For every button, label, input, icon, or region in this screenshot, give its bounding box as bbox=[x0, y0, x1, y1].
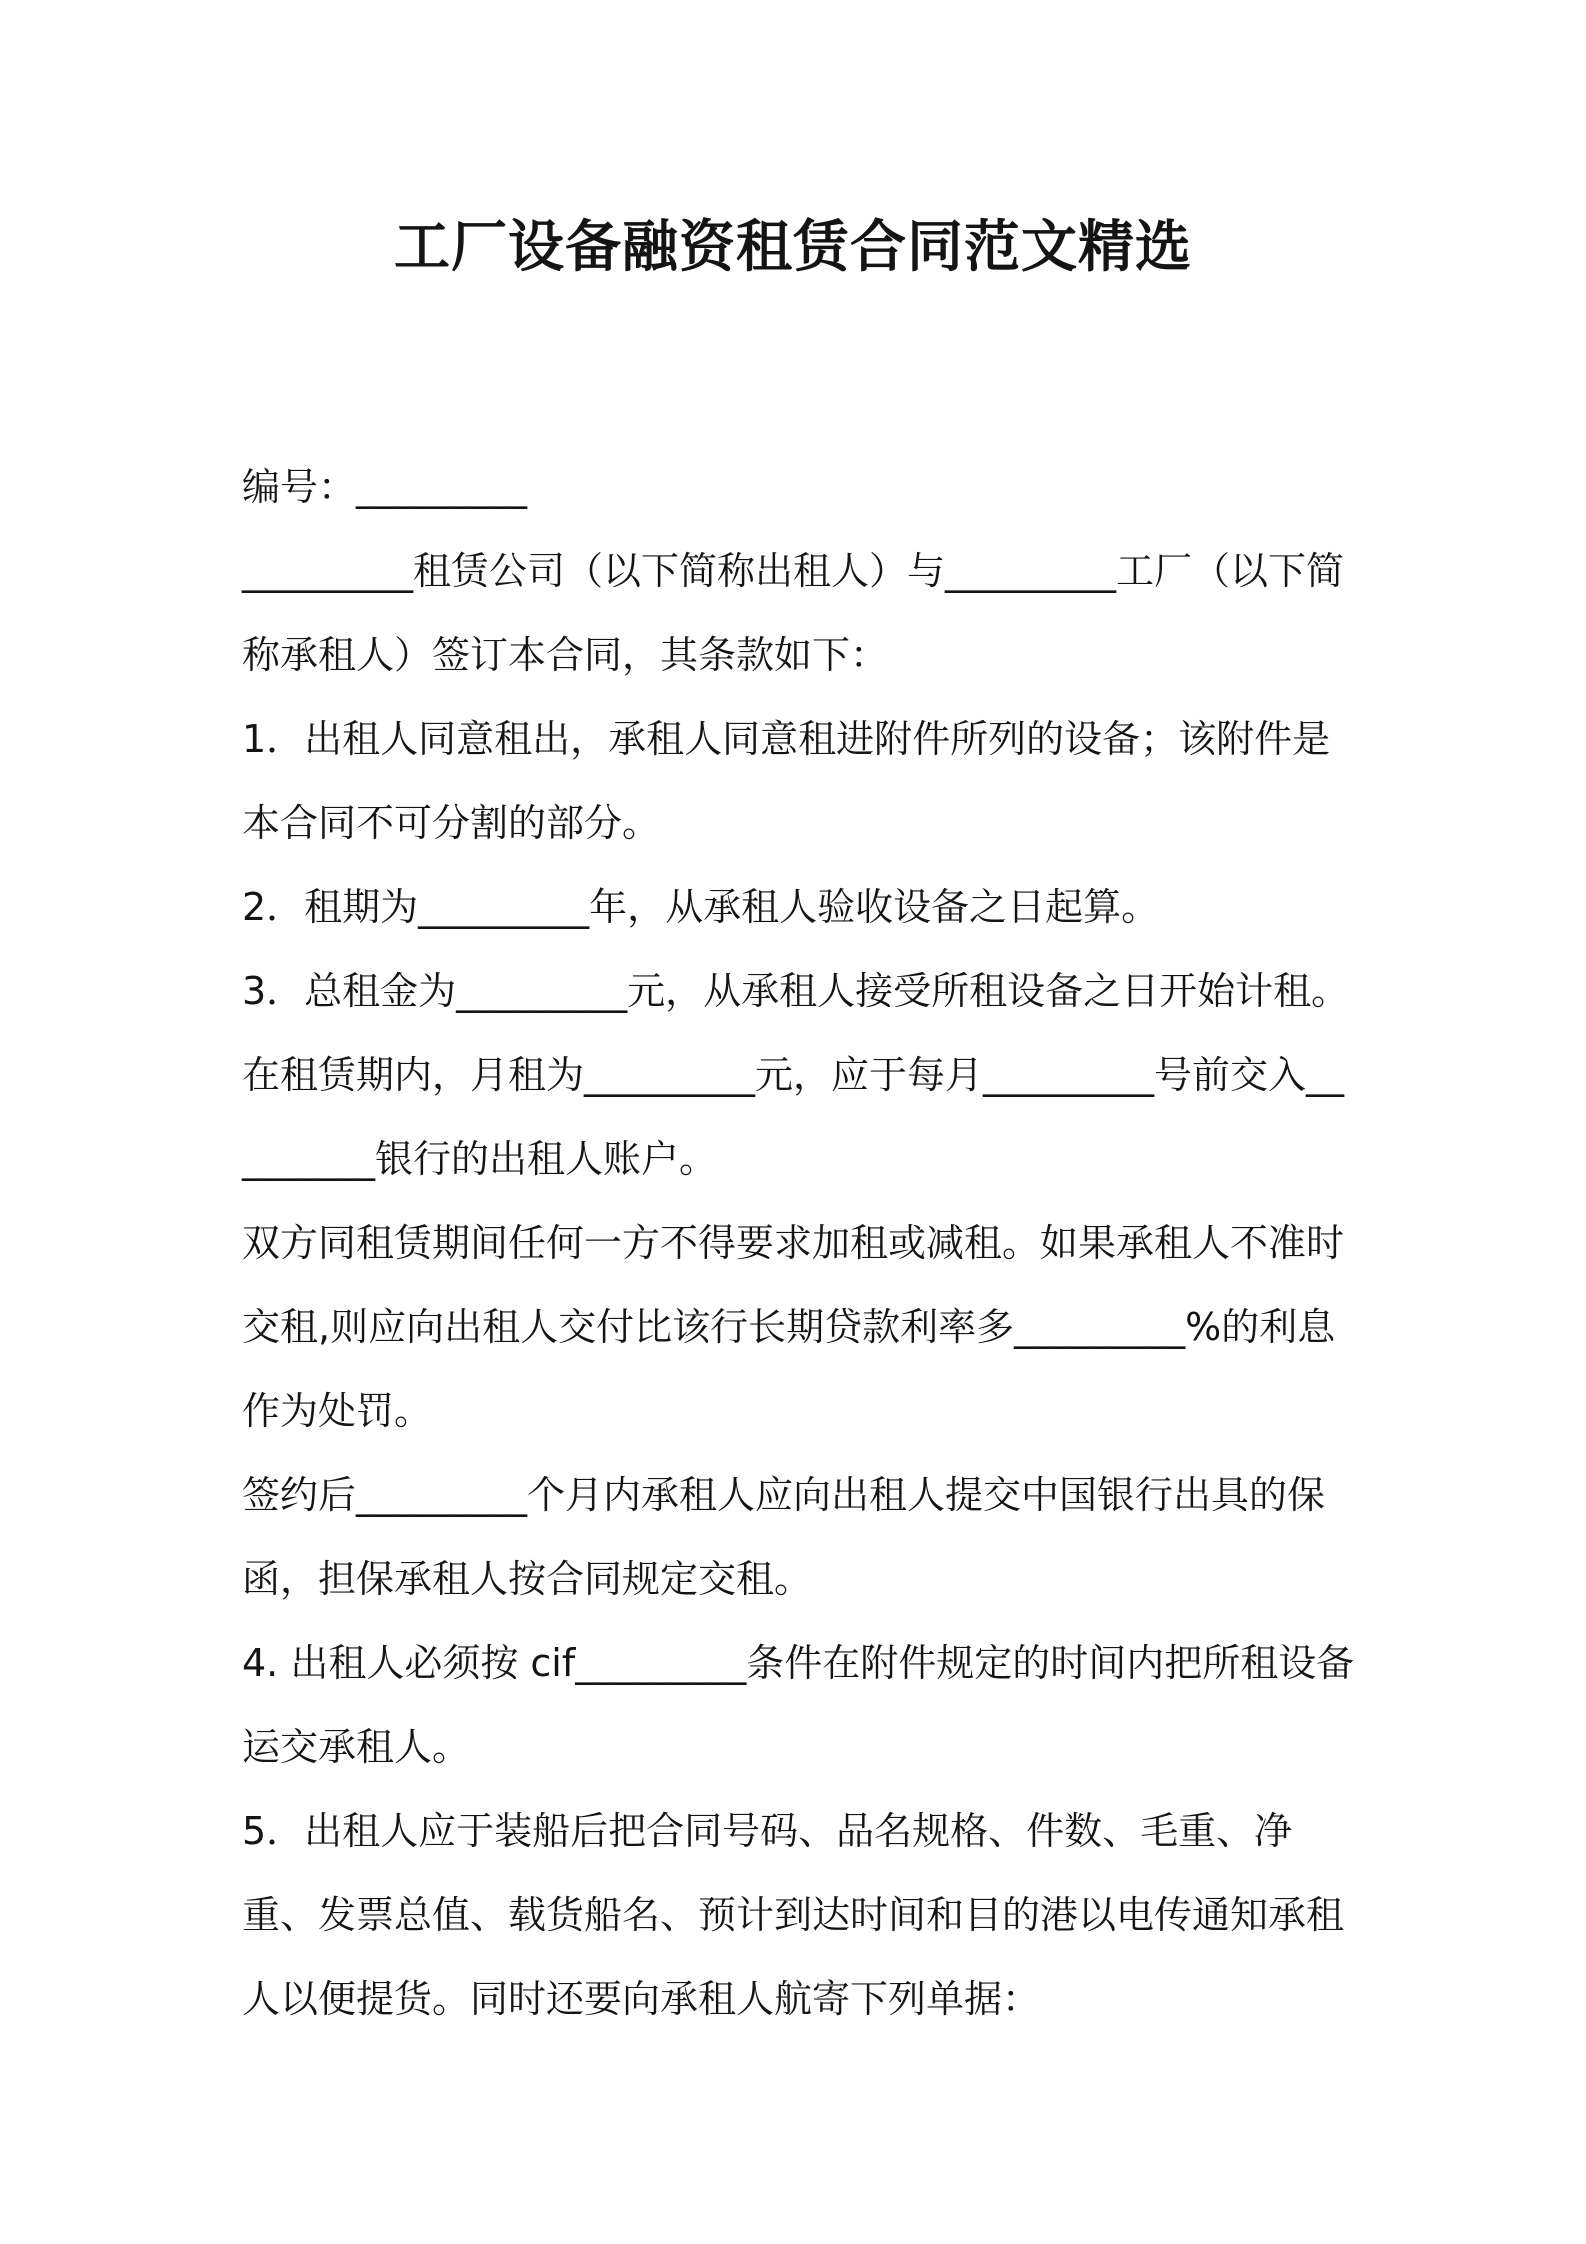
clause-1: 1．出租人同意租出，承租人同意租进附件所列的设备；该附件是本合同不可分割的部分。 bbox=[242, 717, 1331, 845]
clause-3-guarantee: 签约后_________个月内承租人应向出租人提交中国银行出具的保函，担保承租人按合同规定交租。 bbox=[242, 1473, 1326, 1601]
document-body bbox=[242, 445, 1357, 2041]
clause-4: 4. 出租人必须按 cif_________条件在附件规定的时间内把所租设备运交承租人。 bbox=[242, 1641, 1355, 1769]
parties-paragraph: _________租赁公司（以下简称出租人）与_________工厂（以下简称承租人）签订本合同，其条款如下： bbox=[242, 549, 1345, 677]
clause-3-rent-adjustment: 双方同租赁期间任何一方不得要求加租或减租。如果承租人不准时交租,则应向出租人交付比该行长期贷款利率多_________%的利息作为处罚。 bbox=[242, 1221, 1345, 1433]
clause-2: 2．租期为_________年，从承租人验收设备之日起算。 bbox=[242, 885, 1160, 929]
document-title: 工厂设备融资租赁合同范文精选 bbox=[394, 215, 1192, 280]
clause-3: 3．总租金为_________元，从承租人接受所租设备之日开始计租。在租赁期内，月租为_________元，应于每月_________号前交入_________银行的出租人账户。 bbox=[242, 969, 1350, 1181]
contract-number-line: 编号：_________ bbox=[242, 465, 528, 509]
clause-5: 5．出租人应于装船后把合同号码、品名规格、件数、毛重、净重、发票总值、载货船名、预计到达时间和目的港以电传通知承租人以便提货。同时还要向承租人航寄下列单据： bbox=[242, 1809, 1345, 2021]
